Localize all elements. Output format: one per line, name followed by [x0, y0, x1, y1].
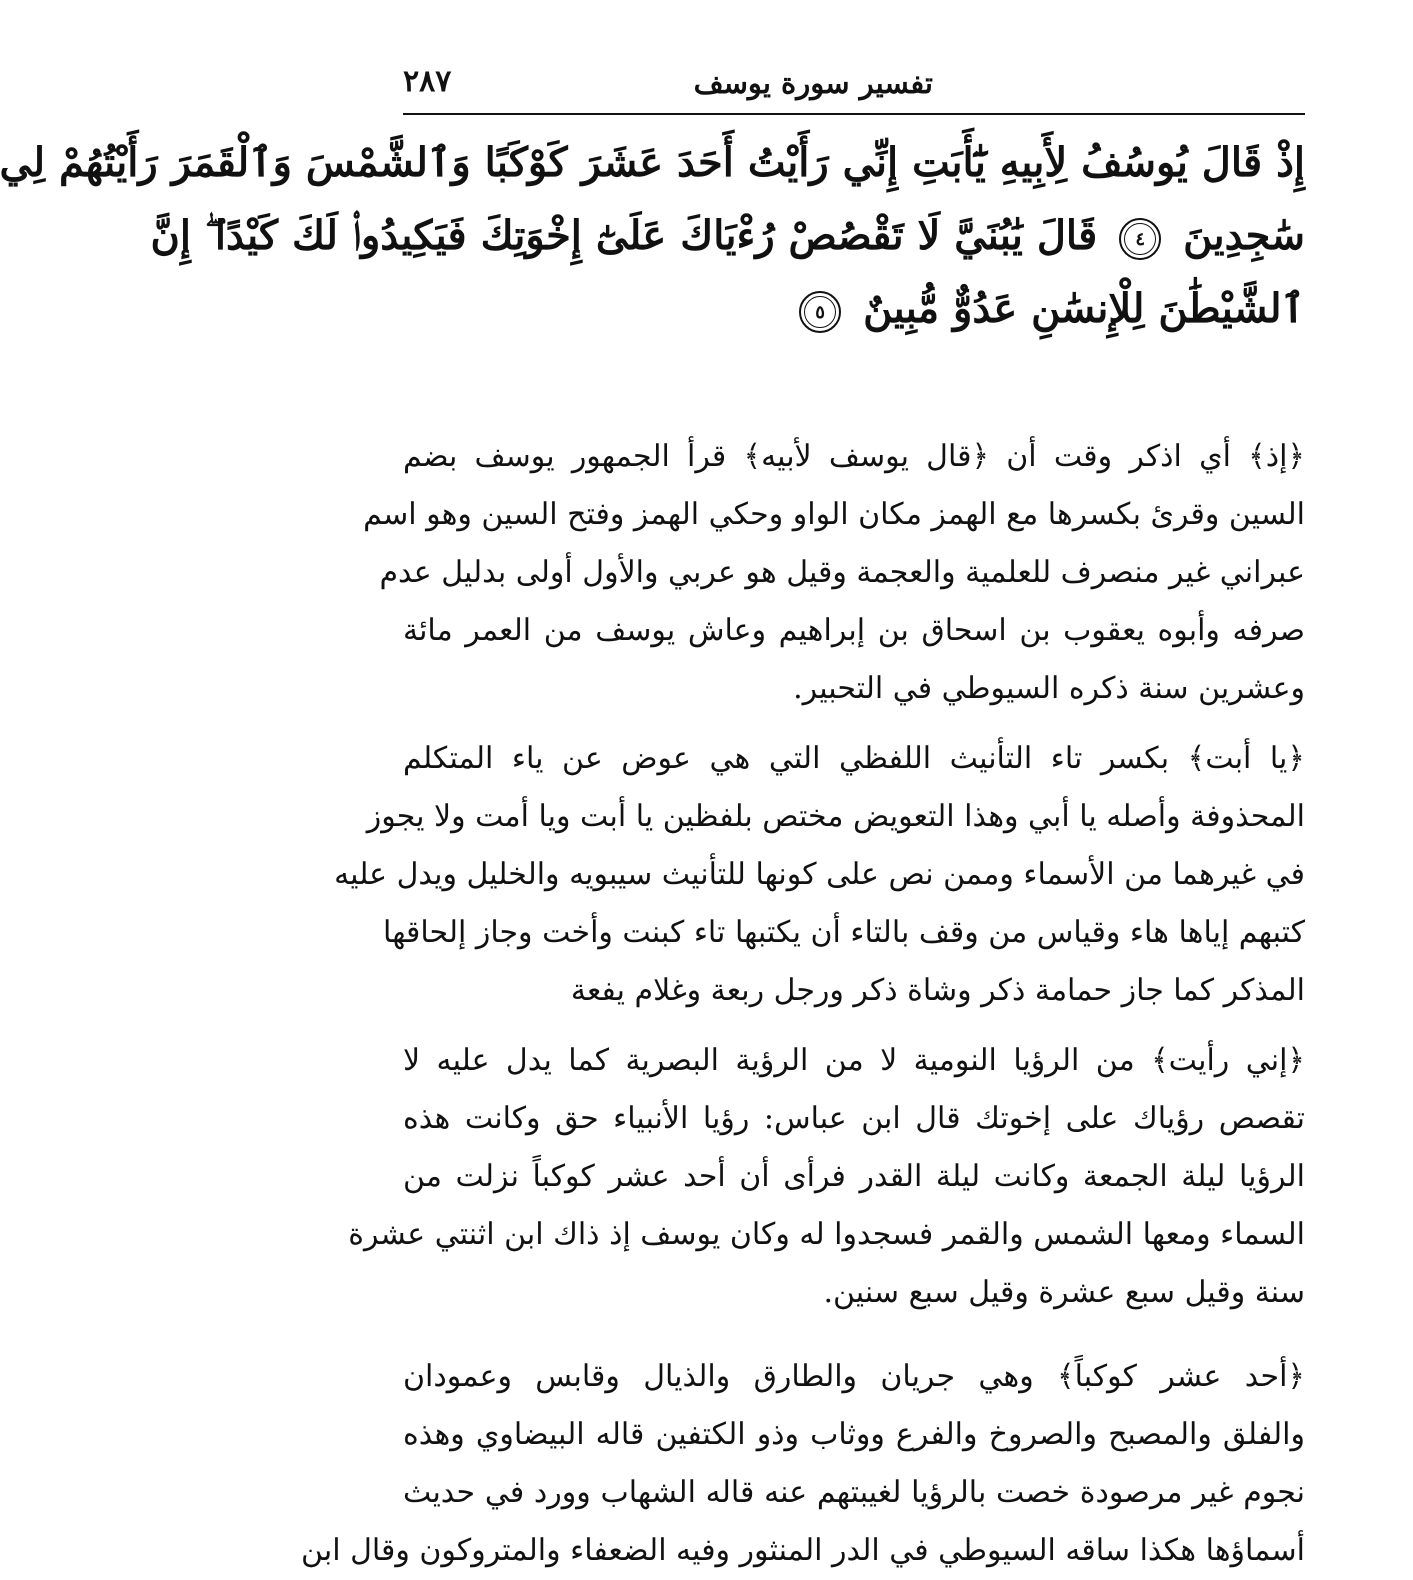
page-title: تفسير سورة يوسف — [693, 66, 933, 100]
running-header — [403, 62, 1303, 110]
text-line: عبراني غير منصرف للعلمية والعجمة وقيل هو عربي والأول أولى بدليل عدم — [379, 555, 1305, 590]
ayah-number-marker — [799, 291, 841, 333]
text-line: والفلق والمصبح والصروخ والفرع ووثاب وذو الكتفين قاله البيضاوي وهذه — [403, 1417, 1305, 1452]
header-divider — [403, 113, 1305, 115]
page-number: ٢٨٧ — [403, 64, 452, 99]
text-line: ﴿أحد عشر كوكباً﴾ وهي جريان والطارق والذيال وقابس وعمودان — [403, 1359, 1305, 1394]
commentary-paragraph — [334, 730, 1305, 1020]
commentary-paragraph — [348, 1032, 1305, 1322]
text-line: وعشرين سنة ذكره السيوطي في التحبير. — [793, 671, 1305, 706]
verse-text: إِذْ قَالَ يُوسُفُ لِأَبِيهِ يَٰٓأَبَتِ إِنِّي رَأَيْتُ أَحَدَ عَشَرَ كَوْكَبًا وَٱلشَّمْسَ وَٱلْقَمَرَ رَأَيْتُهُمْ لِي — [0, 139, 1305, 186]
quran-verses — [0, 126, 1305, 345]
text-line: الرؤيا ليلة الجمعة وكانت ليلة القدر فرأى أن أحد عشر كوكباً نزلت من — [403, 1159, 1305, 1194]
text-line: المحذوفة وأصله يا أبي وهذا التعويض مختص بلفظين يا أبت ويا أمت ولا يجوز — [366, 799, 1305, 834]
verse-text: قَالَ يَٰبُنَيَّ لَا تَقْصُصْ رُءْيَاكَ عَلَىٰٓ إِخْوَتِكَ فَيَكِيدُوا۟ لَكَ كَيْدًا ۖ إِنَّ — [150, 212, 1098, 259]
verse-text: ٱلشَّيْطَٰنَ لِلْإِنسَٰنِ عَدُوٌّ مُّبِينٌ — [863, 285, 1305, 332]
text-line: صرفه وأبوه يعقوب بن اسحاق بن إبراهيم وعاش يوسف من العمر مائة — [403, 613, 1305, 648]
text-line: السين وقرئ بكسرها مع الهمز مكان الواو وحكي الهمز وفتح السين وهو اسم — [363, 497, 1305, 532]
ayah-number: ٤ — [1135, 228, 1145, 250]
text-line: نجوم غير مرصودة خصت بالرؤيا لغيبتهم عنه قاله الشهاب وورد في حديث — [403, 1475, 1305, 1510]
verse-line — [150, 199, 1305, 272]
text-line: سنة وقيل سبع عشرة وقيل سبع سنين. — [823, 1275, 1305, 1310]
text-line: في غيرهما من الأسماء وممن نص على كونها للتأنيث سيبويه والخليل ويدل عليه — [334, 857, 1305, 892]
text-line: ﴿إذ﴾ أي اذكر وقت أن ﴿قال يوسف لأبيه﴾ قرأ الجمهور يوسف بضم — [403, 439, 1305, 474]
verse-line — [403, 272, 1305, 345]
commentary-paragraph — [363, 428, 1305, 718]
text-line: كتبهم إياها هاء وقياس من وقف بالتاء أن يكتبها تاء كبنت وأخت وجاز إلحاقها — [383, 915, 1305, 950]
text-line: المذكر كما جاز حمامة ذكر وشاة ذكر ورجل ربعة وغلام يفعة — [570, 973, 1305, 1008]
text-line: أسماؤها هكذا ساقه السيوطي في الدر المنثور وفيه الضعفاء والمتروكون وقال ابن — [301, 1533, 1305, 1568]
ayah-number: ٥ — [815, 301, 825, 323]
commentary-paragraph — [301, 1348, 1305, 1580]
verse-line — [0, 126, 1305, 199]
text-line: تقصص رؤياك على إخوتك قال ابن عباس: رؤيا الأنبياء حق وكانت هذه — [403, 1101, 1305, 1136]
text-line: ﴿إني رأيت﴾ من الرؤيا النومية لا من الرؤية البصرية كما يدل عليه لا — [403, 1043, 1305, 1078]
text-line: السماء ومعها الشمس والقمر فسجدوا له وكان يوسف إذ ذاك ابن اثنتي عشرة — [348, 1217, 1305, 1252]
verse-text: سَٰجِدِينَ — [1183, 212, 1305, 259]
ayah-number-marker — [1119, 218, 1161, 260]
text-line: ﴿يا أبت﴾ بكسر تاء التأنيث اللفظي التي هي عوض عن ياء المتكلم — [403, 741, 1305, 776]
commentary-body — [301, 428, 1305, 1580]
